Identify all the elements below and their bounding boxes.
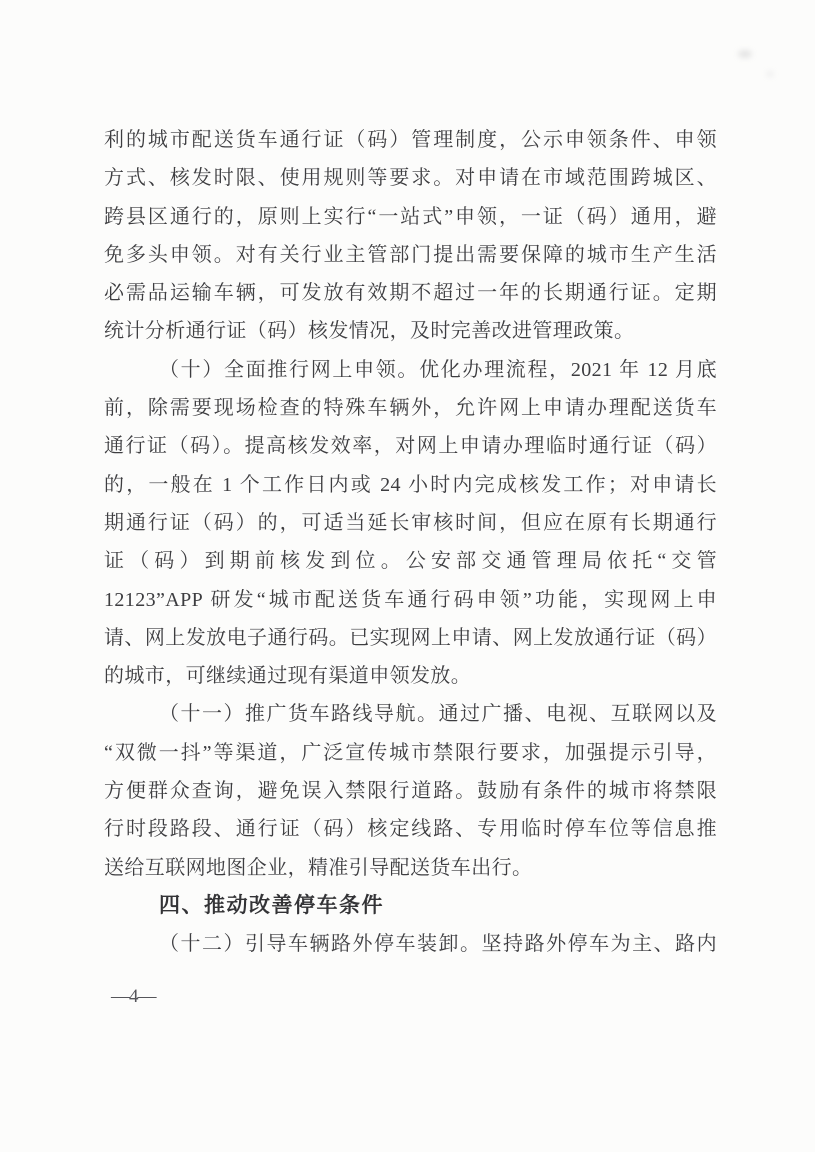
paragraph-first-line: （十）全面推行网上申领。优化办理流程，2021 年 12 月底: [159, 358, 717, 381]
section-heading: 四、推动改善停车条件: [159, 893, 384, 917]
text-line: “双微一抖”等渠道，广泛宣传城市禁限行要求，加强提示引导，: [104, 741, 717, 764]
text-line: 的，一般在 1 个工作日内或 24 小时内完成核发工作；对申请长: [104, 473, 717, 496]
text-line: 必需品运输车辆，可发放有效期不超过一年的长期通行证。定期: [104, 282, 717, 305]
text-line: 通行证（码）。提高核发效率，对网上申请办理临时通行证（码）: [104, 435, 717, 458]
text-line: 证（码）到期前核发到位。公安部交通管理局依托“交管: [104, 550, 717, 573]
text-line: 12123”APP 研发“城市配送货车通行码申领”功能，实现网上申: [104, 588, 717, 611]
scan-smudge: [738, 50, 752, 58]
paragraph-first-line: （十一）推广货车路线导航。通过广播、电视、互联网以及: [159, 703, 717, 726]
paragraph-end-line: 送给互联网地图企业，精准引导配送货车出行。: [104, 856, 533, 879]
text-line: 行时段路段、通行证（码）核定线路、专用临时停车位等信息推: [104, 818, 717, 841]
text-line: 利的城市配送货车通行证（码）管理制度，公示申领条件、申领: [104, 129, 717, 151]
text-line: 期通行证（码）的，可适当延长审核时间，但应在原有长期通行: [104, 511, 717, 534]
paragraph-first-line: （十二）引导车辆路外停车装卸。坚持路外停车为主、路内: [159, 933, 717, 956]
page-number: —4—: [111, 986, 156, 1007]
text-line: 免多头申领。对有关行业主管部门提出需要保障的城市生产生活: [104, 243, 717, 266]
scan-smudge: [766, 71, 774, 77]
text-line: 前，除需要现场检查的特殊车辆外，允许网上申请办理配送货车: [104, 397, 717, 420]
text-line: 方式、核发时限、使用规则等要求。对申请在市域范围跨城区、: [104, 167, 717, 190]
page-content: [104, 121, 717, 964]
paragraph-end-line: 的城市，可继续通过现有渠道申领发放。: [104, 665, 472, 688]
text-line: 请、网上发放电子通行码。已实现网上申请、网上发放通行证（码）: [104, 626, 717, 649]
text-line: 跨县区通行的，原则上实行“一站式”申领，一证（码）通用，避: [104, 205, 717, 228]
paragraph-end-line: 统计分析通行证（码）核发情况，及时完善改进管理政策。: [104, 320, 635, 343]
text-line: 方便群众查询，避免误入禁限行道路。鼓励有条件的城市将禁限: [104, 780, 717, 803]
